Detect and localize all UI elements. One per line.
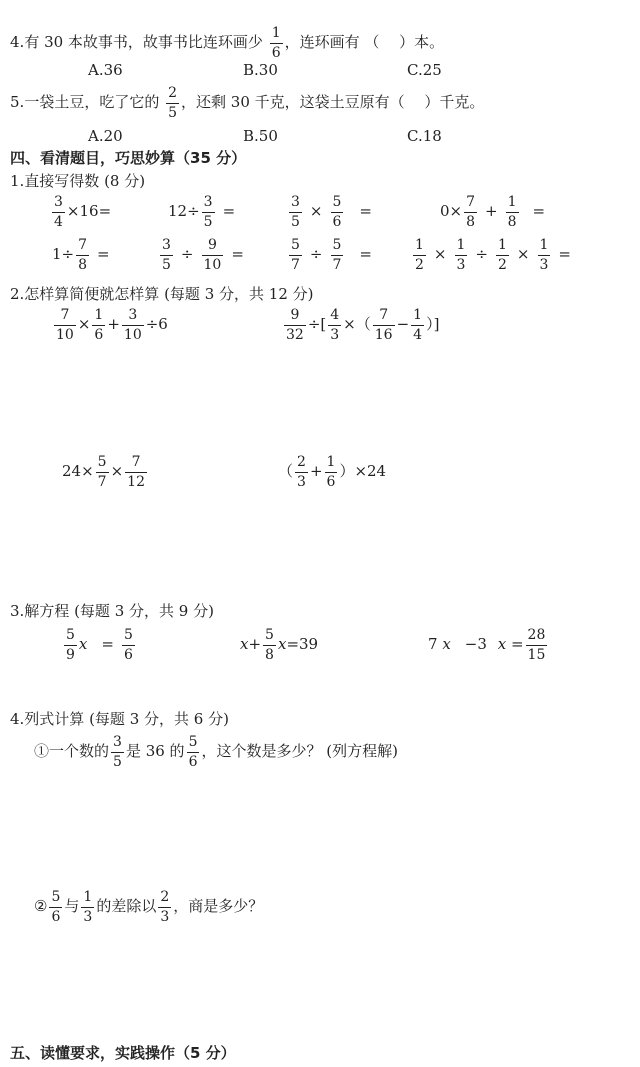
q5-option-b: B.50: [243, 127, 278, 145]
q5-option-c: C.18: [407, 127, 442, 145]
part-4-title: 4.列式计算 (每题 3 分，共 6 分): [10, 710, 229, 728]
q5-number: 5.: [10, 93, 25, 112]
q5-fraction: $\frac{2}{5}$: [168, 85, 178, 121]
oral-calc-4: 0× $\frac{7}{8}$ + $\frac{1}{8}$ =: [440, 194, 546, 230]
section-4-title: 四、看清题目，巧思妙算（35 分）: [10, 149, 247, 167]
oral-calc-2: 12÷ $\frac{3}{5}$ =: [168, 194, 236, 230]
simplify-expression-2: $\frac{9}{32}$ ÷[ $\frac{4}{3}$ ×（ $\frac{7}{16}$ − $\frac{1}{4}$ ）]: [286, 307, 440, 343]
oral-calc-5: 1÷ $\frac{7}{8}$ =: [52, 237, 110, 273]
oral-calc-3: $\frac{3}{5}$ × $\frac{5}{6}$ =: [291, 194, 372, 230]
q5-text-a: 一袋土豆，吃了它的: [24, 93, 160, 112]
section-5-title: 五、读懂要求，实践操作（5 分）: [10, 1044, 236, 1062]
equation-1: $\frac{5}{9}$ x = $\frac{5}{6}$: [66, 627, 133, 663]
part-1-title: 1.直接写得数 (8 分): [10, 172, 146, 190]
question-4: [10, 26, 444, 60]
oral-calc-1: $\frac{3}{4}$ ×16=: [54, 194, 112, 230]
q4-option-c: C.25: [407, 61, 442, 79]
q4-text-a: 有 30 本故事书，故事书比连环画少: [24, 33, 263, 52]
q5-option-a: A.20: [88, 127, 123, 145]
q4-fraction: $\frac{1}{6}$: [271, 25, 281, 61]
simplify-expression-4: （ $\frac{2}{3}$ + $\frac{1}{6}$ ）×24: [278, 454, 387, 490]
question-5: [10, 86, 484, 120]
q4-option-a: A.36: [88, 61, 123, 79]
part-3-title: 3.解方程 (每题 3 分，共 9 分): [10, 602, 214, 620]
q5-text-b: ，还剩 30 千克，这袋土豆原有（ ）千克。: [181, 93, 485, 112]
equation-3: 7 x −3 x = $\frac{28}{15}$: [428, 627, 546, 663]
simplify-expression-1: $\frac{7}{10}$ × $\frac{1}{6}$ + $\frac{3}{10}$ ÷6: [56, 307, 168, 343]
oral-calc-7: $\frac{5}{7}$ ÷ $\frac{5}{7}$ =: [291, 237, 372, 273]
word-problem-2: ② $\frac{5}{6}$ 与 $\frac{1}{3}$ 的差除以 $\frac{2}{3}$ ，商是多少？: [34, 889, 264, 925]
q4-text-b: ，连环画有 （ ）本。: [284, 33, 445, 52]
word-problem-1: ①一个数的 $\frac{3}{5}$ 是 36 的 $\frac{5}{6}$ ，这个数是多少？ (列方程解): [34, 734, 398, 770]
oral-calc-8: $\frac{1}{2}$ × $\frac{1}{3}$ ÷ $\frac{1}{2}$ × $\frac{1}{3}$ =: [415, 237, 571, 273]
equation-2: x+ $\frac{5}{8}$ x=39: [240, 627, 319, 663]
q4-number: 4.: [10, 33, 25, 52]
simplify-expression-3: 24× $\frac{5}{7}$ × $\frac{7}{12}$: [62, 454, 145, 490]
part-2-title: 2.怎样算简便就怎样算 (每题 3 分，共 12 分): [10, 285, 314, 303]
oral-calc-6: $\frac{3}{5}$ ÷ $\frac{9}{10}$ =: [162, 237, 244, 273]
q4-option-b: B.30: [243, 61, 278, 79]
